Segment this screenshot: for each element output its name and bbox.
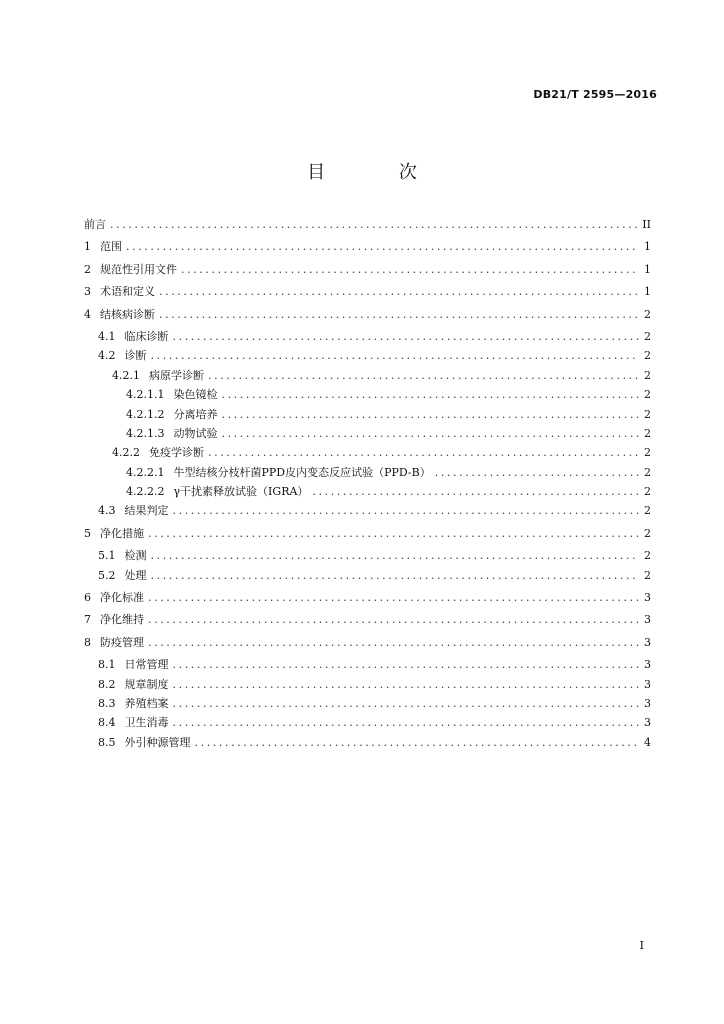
toc-entry-page: 2 xyxy=(644,349,651,363)
toc-entry-number: 6 xyxy=(84,591,91,605)
toc-entry-number: 1 xyxy=(84,240,91,254)
toc-entry[interactable] xyxy=(84,588,651,607)
toc-dot-leader xyxy=(148,610,639,629)
toc-dot-leader xyxy=(126,237,639,256)
toc-entry-number: 4.2.2.1 xyxy=(126,465,165,479)
toc-entry-page: 2 xyxy=(644,504,651,518)
toc-entry-number: 2 xyxy=(84,262,91,276)
toc-entry-number: 8.5 xyxy=(98,735,116,749)
toc-entry-number: 5.2 xyxy=(98,568,116,582)
toc-entry-title: 卫生消毒 xyxy=(124,716,169,730)
toc-entry-title: 养殖档案 xyxy=(124,696,169,710)
toc-entry-number: 3 xyxy=(84,285,91,299)
table-of-contents xyxy=(84,215,651,752)
toc-entry-page: 3 xyxy=(644,716,651,730)
toc-entry[interactable] xyxy=(84,424,651,443)
toc-entry[interactable] xyxy=(84,694,651,713)
toc-entry-page: 2 xyxy=(644,465,651,479)
toc-entry-number: 4.2.1.2 xyxy=(126,407,165,421)
toc-entry[interactable] xyxy=(84,282,651,301)
toc-entry[interactable] xyxy=(84,501,651,520)
toc-entry-title: 前言 xyxy=(84,218,106,231)
toc-entry-page: 4 xyxy=(644,735,651,749)
toc-entry-title: 术语和定义 xyxy=(100,285,155,299)
toc-dot-leader xyxy=(173,713,640,732)
toc-entry-number: 8.1 xyxy=(98,658,116,672)
toc-entry-number: 4.2 xyxy=(98,349,116,363)
toc-entry-title: 诊断 xyxy=(124,349,147,363)
toc-entry[interactable] xyxy=(84,566,651,585)
toc-entry-page: 2 xyxy=(644,446,651,460)
toc-entry[interactable] xyxy=(84,443,651,462)
toc-entry-page: 3 xyxy=(644,658,651,672)
toc-entry-title: 结核病诊断 xyxy=(100,307,155,321)
toc-entry-title: 防疫管理 xyxy=(100,635,144,649)
toc-entry-number: 5.1 xyxy=(98,549,116,563)
toc-entry[interactable] xyxy=(84,482,651,501)
toc-entry-page: II xyxy=(642,218,651,231)
toc-entry-number: 8.3 xyxy=(98,696,116,710)
toc-dot-leader xyxy=(181,260,639,279)
toc-dot-leader xyxy=(221,424,639,443)
toc-entry[interactable] xyxy=(84,215,651,234)
toc-entry-number: 5 xyxy=(84,526,91,540)
toc-entry-title: γ干扰素释放试验（IGRA） xyxy=(173,485,309,499)
toc-dot-leader xyxy=(173,694,640,713)
toc-entry-title: 范围 xyxy=(100,240,122,254)
toc-entry-title: 规章制度 xyxy=(124,677,169,691)
toc-entry-title: 免疫学诊断 xyxy=(149,446,204,460)
toc-dot-leader xyxy=(151,546,640,565)
toc-entry-number: 4.1 xyxy=(98,329,116,343)
toc-entry[interactable] xyxy=(84,463,651,482)
toc-entry-page: 2 xyxy=(644,307,651,321)
toc-entry[interactable] xyxy=(84,610,651,629)
toc-dot-leader xyxy=(173,501,640,520)
document-code: DB21/T 2595—2016 xyxy=(533,88,657,101)
toc-dot-leader xyxy=(221,385,639,404)
toc-entry-page: 2 xyxy=(644,485,651,499)
toc-entry-number: 7 xyxy=(84,613,91,627)
toc-entry-title: 染色镜检 xyxy=(173,388,218,402)
toc-entry-page: 3 xyxy=(644,635,651,649)
toc-entry-page: 2 xyxy=(644,388,651,402)
toc-entry-page: 2 xyxy=(644,526,651,540)
toc-entry-page: 2 xyxy=(644,407,651,421)
toc-dot-leader xyxy=(159,282,639,301)
toc-entry[interactable] xyxy=(84,713,651,732)
toc-entry[interactable] xyxy=(84,733,651,752)
toc-dot-leader xyxy=(221,405,639,424)
toc-entry[interactable] xyxy=(84,385,651,404)
toc-entry-number: 4.2.1 xyxy=(112,368,140,382)
toc-dot-leader xyxy=(151,566,640,585)
toc-entry-page: 1 xyxy=(644,240,651,254)
toc-entry[interactable] xyxy=(84,346,651,365)
toc-entry[interactable] xyxy=(84,237,651,256)
toc-entry-number: 4.2.1.1 xyxy=(126,388,165,402)
toc-dot-leader xyxy=(435,463,639,482)
toc-entry-page: 3 xyxy=(644,591,651,605)
toc-entry-title: 检测 xyxy=(124,549,147,563)
toc-dot-leader xyxy=(208,366,639,385)
toc-entry[interactable] xyxy=(84,633,651,652)
toc-entry-title: 分离培养 xyxy=(173,407,218,421)
toc-entry[interactable] xyxy=(84,305,651,324)
toc-entry-title: 处理 xyxy=(124,568,147,582)
toc-entry-number: 4.2.2 xyxy=(112,446,140,460)
toc-title: 目 次 xyxy=(307,162,451,183)
toc-entry-number: 4.3 xyxy=(98,504,116,518)
toc-dot-leader xyxy=(148,524,639,543)
toc-entry[interactable] xyxy=(84,260,651,279)
toc-dot-leader xyxy=(173,675,640,694)
toc-entry-title: 临床诊断 xyxy=(124,329,169,343)
toc-dot-leader xyxy=(151,346,640,365)
toc-entry[interactable] xyxy=(84,327,651,346)
toc-entry-title: 净化维持 xyxy=(100,613,144,627)
toc-entry-title: 净化措施 xyxy=(100,526,144,540)
toc-entry-title: 规范性引用文件 xyxy=(100,262,177,276)
toc-dot-leader xyxy=(159,305,639,324)
toc-entry-title: 外引种源管理 xyxy=(124,735,191,749)
toc-dot-leader xyxy=(110,215,638,234)
toc-entry[interactable] xyxy=(84,366,651,385)
toc-dot-leader xyxy=(312,482,639,501)
toc-entry[interactable] xyxy=(84,524,651,543)
toc-dot-leader xyxy=(148,633,639,652)
toc-entry-page: 2 xyxy=(644,568,651,582)
toc-entry-page: 2 xyxy=(644,426,651,440)
toc-entry[interactable] xyxy=(84,655,651,674)
toc-dot-leader xyxy=(173,655,640,674)
toc-dot-leader xyxy=(195,733,640,752)
toc-entry-title: 动物试验 xyxy=(173,426,218,440)
toc-entry-number: 8.4 xyxy=(98,716,116,730)
toc-dot-leader xyxy=(148,588,639,607)
toc-entry-page: 3 xyxy=(644,696,651,710)
toc-entry[interactable] xyxy=(84,546,651,565)
toc-entry-number: 4.2.1.3 xyxy=(126,426,165,440)
toc-entry-title: 病原学诊断 xyxy=(149,368,204,382)
toc-entry[interactable] xyxy=(84,675,651,694)
toc-entry-title: 结果判定 xyxy=(124,504,169,518)
toc-entry-title: 牛型结核分枝杆菌PPD皮内变态反应试验（PPD-B） xyxy=(173,465,431,479)
footer-page-number: I xyxy=(639,939,644,952)
toc-entry-number: 8 xyxy=(84,635,91,649)
toc-entry-page: 3 xyxy=(644,677,651,691)
toc-entry-page: 3 xyxy=(644,613,651,627)
toc-entry[interactable] xyxy=(84,405,651,424)
toc-entry-title: 日常管理 xyxy=(124,658,169,672)
toc-entry-page: 1 xyxy=(644,285,651,299)
toc-entry-number: 4 xyxy=(84,307,91,321)
toc-entry-number: 4.2.2.2 xyxy=(126,485,165,499)
toc-entry-title: 净化标准 xyxy=(100,591,144,605)
toc-entry-page: 2 xyxy=(644,368,651,382)
toc-dot-leader xyxy=(208,443,639,462)
toc-entry-page: 1 xyxy=(644,262,651,276)
toc-entry-page: 2 xyxy=(644,329,651,343)
toc-dot-leader xyxy=(173,327,640,346)
toc-entry-page: 2 xyxy=(644,549,651,563)
toc-entry-number: 8.2 xyxy=(98,677,116,691)
